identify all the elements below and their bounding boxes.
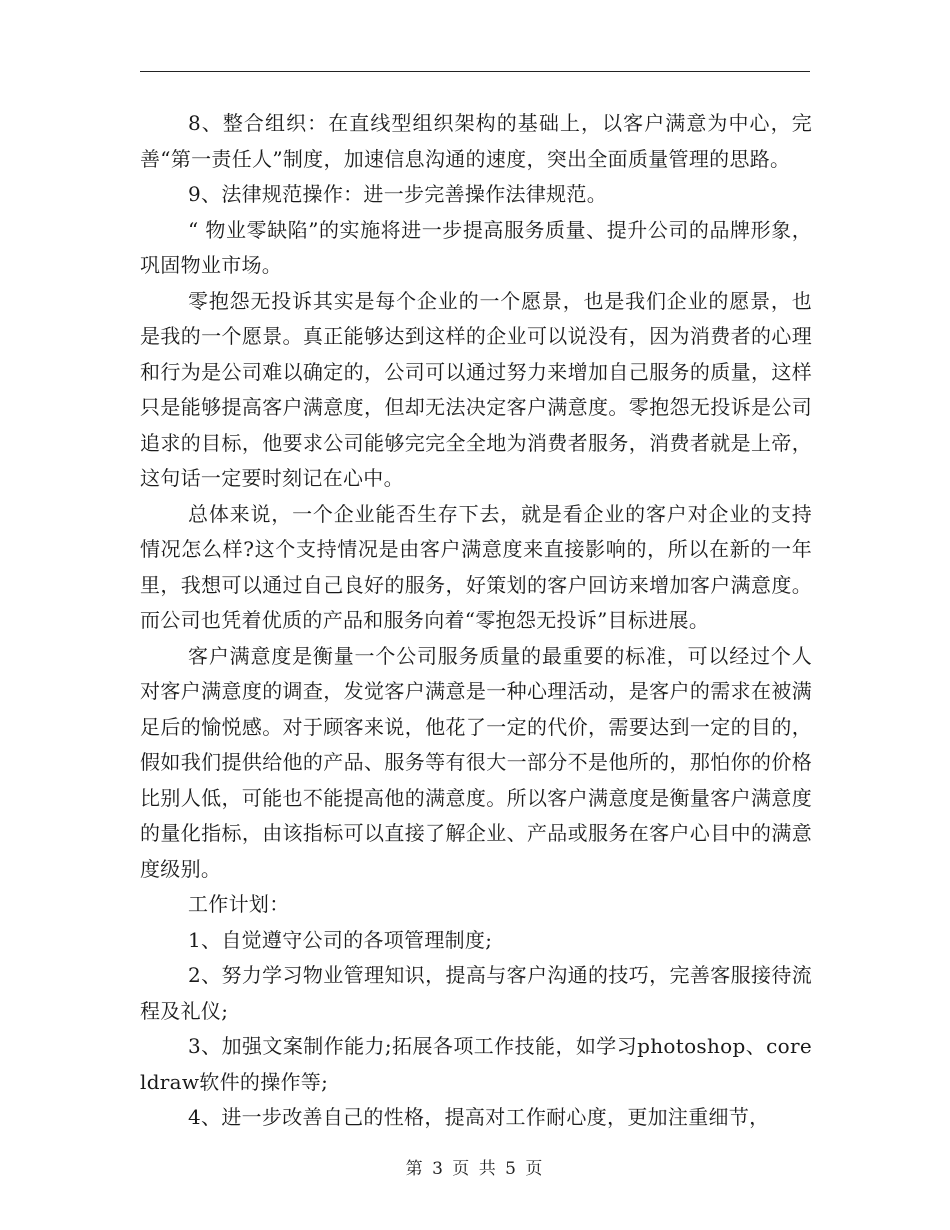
plan-item-2: 2、努力学习物业管理知识，提高与客户沟通的技巧，完善客服接待流程及礼仪; (140, 963, 812, 1023)
body-text (140, 106, 812, 1136)
paragraph-zero-complaint: 零抱怨无投诉其实是每个企业的一个愿景，也是我们企业的愿景，也是我的一个愿景。真正能够达到这样的企业可以说没有，因为消费者的心理和行为是公司难以确定的，公司可以通过努力来增加自己服务的质量，这样只是能够提高客户满意度，但却无法决定客户满意度。零抱怨无投诉是公司追求的目标，他要求公司能够完完全全地为消费者服务，消费者就是上帝，这句话一定要时刻记在心中。 (140, 288, 812, 490)
plan-item-1: 1、自觉遵守公司的各项管理制度; (188, 927, 493, 952)
paragraph-9-legal-operation: 9、法律规范操作：进一步完善操作法律规范。 (188, 182, 608, 206)
work-plan-heading: 工作计划： (188, 892, 290, 916)
paragraph-summary: 总体来说，一个企业能否生存下去，就是看企业的客户对企业的支持情况怎么样?这个支持情况是由客户满意度来直接影响的，所以在新的一年里，我想可以通过自己良好的服务，好策划的客户回访来增加客户满意度。而公司也凭着优质的产品和服务向着“零抱怨无投诉”目标进展。 (140, 501, 812, 632)
paragraph-8-integrate-organization: 8、整合组织：在直线型组织架构的基础上，以客户满意为中心，完善“第一责任人”制度，加速信息沟通的速度，突出全面质量管理的思路。 (140, 111, 812, 171)
paragraph-zero-defect: “ 物业零缺陷”的实施将进一步提高服务质量、提升公司的品牌形象，巩固物业市场。 (140, 217, 812, 277)
paragraph-customer-satisfaction: 客户满意度是衡量一个公司服务质量的最重要的标准，可以经过个人对客户满意度的调查，发觉客户满意是一种心理活动，是客户的需求在被满足后的愉悦感。对于顾客来说，他花了一定的代价，需要达到一定的目的，假如我们提供给他的产品、服务等有很大一部分不是他所的，那怕你的价格比别人低，可能也不能提高他的满意度。所以客户满意度是衡量客户满意度的量化指标，由该指标可以直接了解企业、产品或服务在客户心目中的满意度级别。 (140, 643, 812, 881)
header-rule (140, 71, 810, 72)
plan-item-4: 4、进一步改善自己的性格，提高对工作耐心度，更加注重细节， (188, 1105, 770, 1129)
plan-item-3: 3、加强文案制作能力;拓展各项工作技能，如学习photoshop、coreldraw软件的操作等; (140, 1034, 812, 1094)
page-number-footer: 第 3 页 共 5 页 (405, 1159, 545, 1179)
